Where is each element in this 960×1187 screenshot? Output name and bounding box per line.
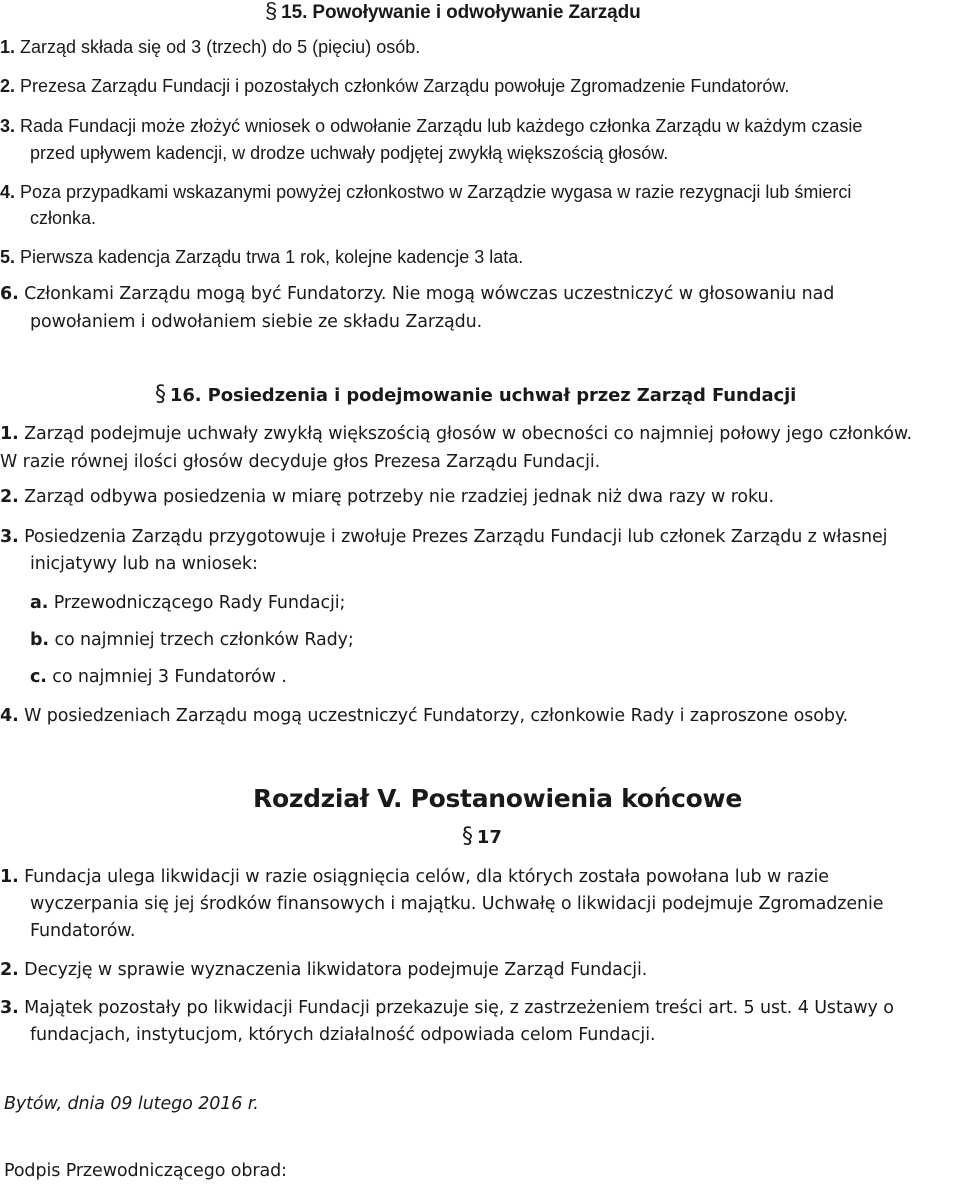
item-number: 6. <box>0 284 19 304</box>
s15-item-6-cont: powołaniem i odwołaniem siebie ze składu Zarządu. <box>30 312 483 332</box>
s15-item-2 <box>0 75 789 97</box>
signature-label: Podpis Przewodniczącego obrad: <box>4 1161 287 1181</box>
paragraph-symbol: § <box>265 0 278 23</box>
item-text: Rada Fundacji może złożyć wniosek o odwołanie Zarządu lub każdego członka Zarządu w każdym czasie <box>20 116 863 136</box>
s15-item-1 <box>0 36 420 58</box>
paragraph-symbol: § <box>462 824 473 849</box>
s16-item-3 <box>0 526 887 548</box>
s16-item-2 <box>0 486 774 508</box>
item-text: Majątek pozostały po likwidacji Fundacji przekazuje się, z zastrzeżeniem treści art. 5 ust. 4 Ustawy o <box>24 998 894 1018</box>
item-text: co najmniej trzech członków Rady; <box>54 630 354 650</box>
s17-item-3 <box>0 997 894 1019</box>
s15-item-3-cont: przed upływem kadencji, w drodze uchwały podjętej zwykłą większością głosów. <box>30 143 669 163</box>
paragraph-symbol: § <box>155 382 166 407</box>
s17-item-1-cont2: Fundatorów. <box>30 921 136 941</box>
s15-item-4-cont: członka. <box>30 208 97 228</box>
item-text: Fundacja ulega likwidacji w razie osiągnięcia celów, dla których została powołana lub w razie <box>24 867 829 887</box>
section-17-title: 17 <box>476 827 502 848</box>
s16-item-1 <box>0 423 912 445</box>
s17-item-1 <box>0 866 829 888</box>
item-text: Decyzję w sprawie wyznaczenia likwidatora podejmuje Zarząd Fundacji. <box>24 960 648 980</box>
s17-item-1-cont1: wyczerpania się jej środków finansowych i majątku. Uchwałę o likwidacji podejmuje Zgromadzenie <box>30 894 884 914</box>
s17-item-2 <box>0 959 647 981</box>
place-date: Bytów, dnia 09 lutego 2016 r. <box>4 1094 259 1114</box>
item-text: W posiedzeniach Zarządu mogą uczestniczyć Fundatorzy, członkowie Rady i zaproszone osoby. <box>24 706 849 726</box>
item-text: co najmniej 3 Fundatorów . <box>52 667 287 687</box>
item-number: 2. <box>0 487 19 507</box>
item-letter: b. <box>30 630 49 650</box>
item-number: 5. <box>0 247 16 267</box>
item-number: 1. <box>0 424 19 444</box>
s16-item-3c <box>30 666 287 688</box>
item-text: Pierwsza kadencja Zarządu trwa 1 rok, kolejne kadencje 3 lata. <box>20 247 524 267</box>
section-16-heading <box>155 384 796 407</box>
s17-item-3-cont: fundacjach, instytucjom, których działalność odpowiada celom Fundacji. <box>30 1025 656 1045</box>
item-text: Przewodniczącego Rady Fundacji; <box>53 593 346 613</box>
item-text: Prezesa Zarządu Fundacji i pozostałych członków Zarządu powołuje Zgromadzenie Fundatorów. <box>20 76 790 96</box>
item-number: 4. <box>0 182 16 202</box>
section-15-heading <box>265 0 641 24</box>
s15-item-5 <box>0 246 523 268</box>
item-number: 3. <box>0 998 19 1018</box>
item-text: Członkami Zarządu mogą być Fundatorzy. Nie mogą wówczas uczestniczyć w głosowaniu nad <box>24 284 835 304</box>
section-17-heading <box>462 826 502 849</box>
item-text: Zarząd odbywa posiedzenia w miarę potrzeby nie rzadziej jednak niż dwa razy w roku. <box>24 487 774 507</box>
item-number: 2. <box>0 960 19 980</box>
section-15-title: 15. Powoływanie i odwoływanie Zarządu <box>281 2 641 23</box>
item-number: 1. <box>0 37 16 57</box>
s16-item-3b <box>30 629 354 651</box>
item-number: 1. <box>0 867 19 887</box>
s16-item-4 <box>0 705 848 727</box>
s15-item-3 <box>0 115 862 137</box>
item-letter: a. <box>30 593 49 613</box>
item-text: Zarząd podejmuje uchwały zwykłą większością głosów w obecności co najmniej połowy jego członków. <box>24 424 912 444</box>
item-text: Zarząd składa się od 3 (trzech) do 5 (pięciu) osób. <box>20 37 421 57</box>
item-number: 4. <box>0 706 19 726</box>
item-text: Poza przypadkami wskazanymi powyżej członkostwo w Zarządzie wygasa w razie rezygnacji lub śmierci <box>20 182 852 202</box>
s16-item-3-cont: inicjatywy lub na wniosek: <box>30 554 258 574</box>
item-number: 3. <box>0 116 16 136</box>
s16-item-3a <box>30 592 345 614</box>
item-text: Posiedzenia Zarządu przygotowuje i zwołuje Prezes Zarządu Fundacji lub członek Zarządu z własnej <box>24 527 888 547</box>
item-letter: c. <box>30 667 47 687</box>
chapter-title: Rozdział V. Postanowienia końcowe <box>253 784 742 813</box>
s15-item-4 <box>0 181 851 203</box>
item-number: 3. <box>0 527 19 547</box>
s16-item-1-cont: W razie równej ilości głosów decyduje głos Prezesa Zarządu Fundacji. <box>0 452 601 472</box>
section-16-title: 16. Posiedzenia i podejmowanie uchwał przez Zarząd Fundacji <box>169 385 797 406</box>
s15-item-6 <box>0 283 834 305</box>
item-number: 2. <box>0 76 16 96</box>
